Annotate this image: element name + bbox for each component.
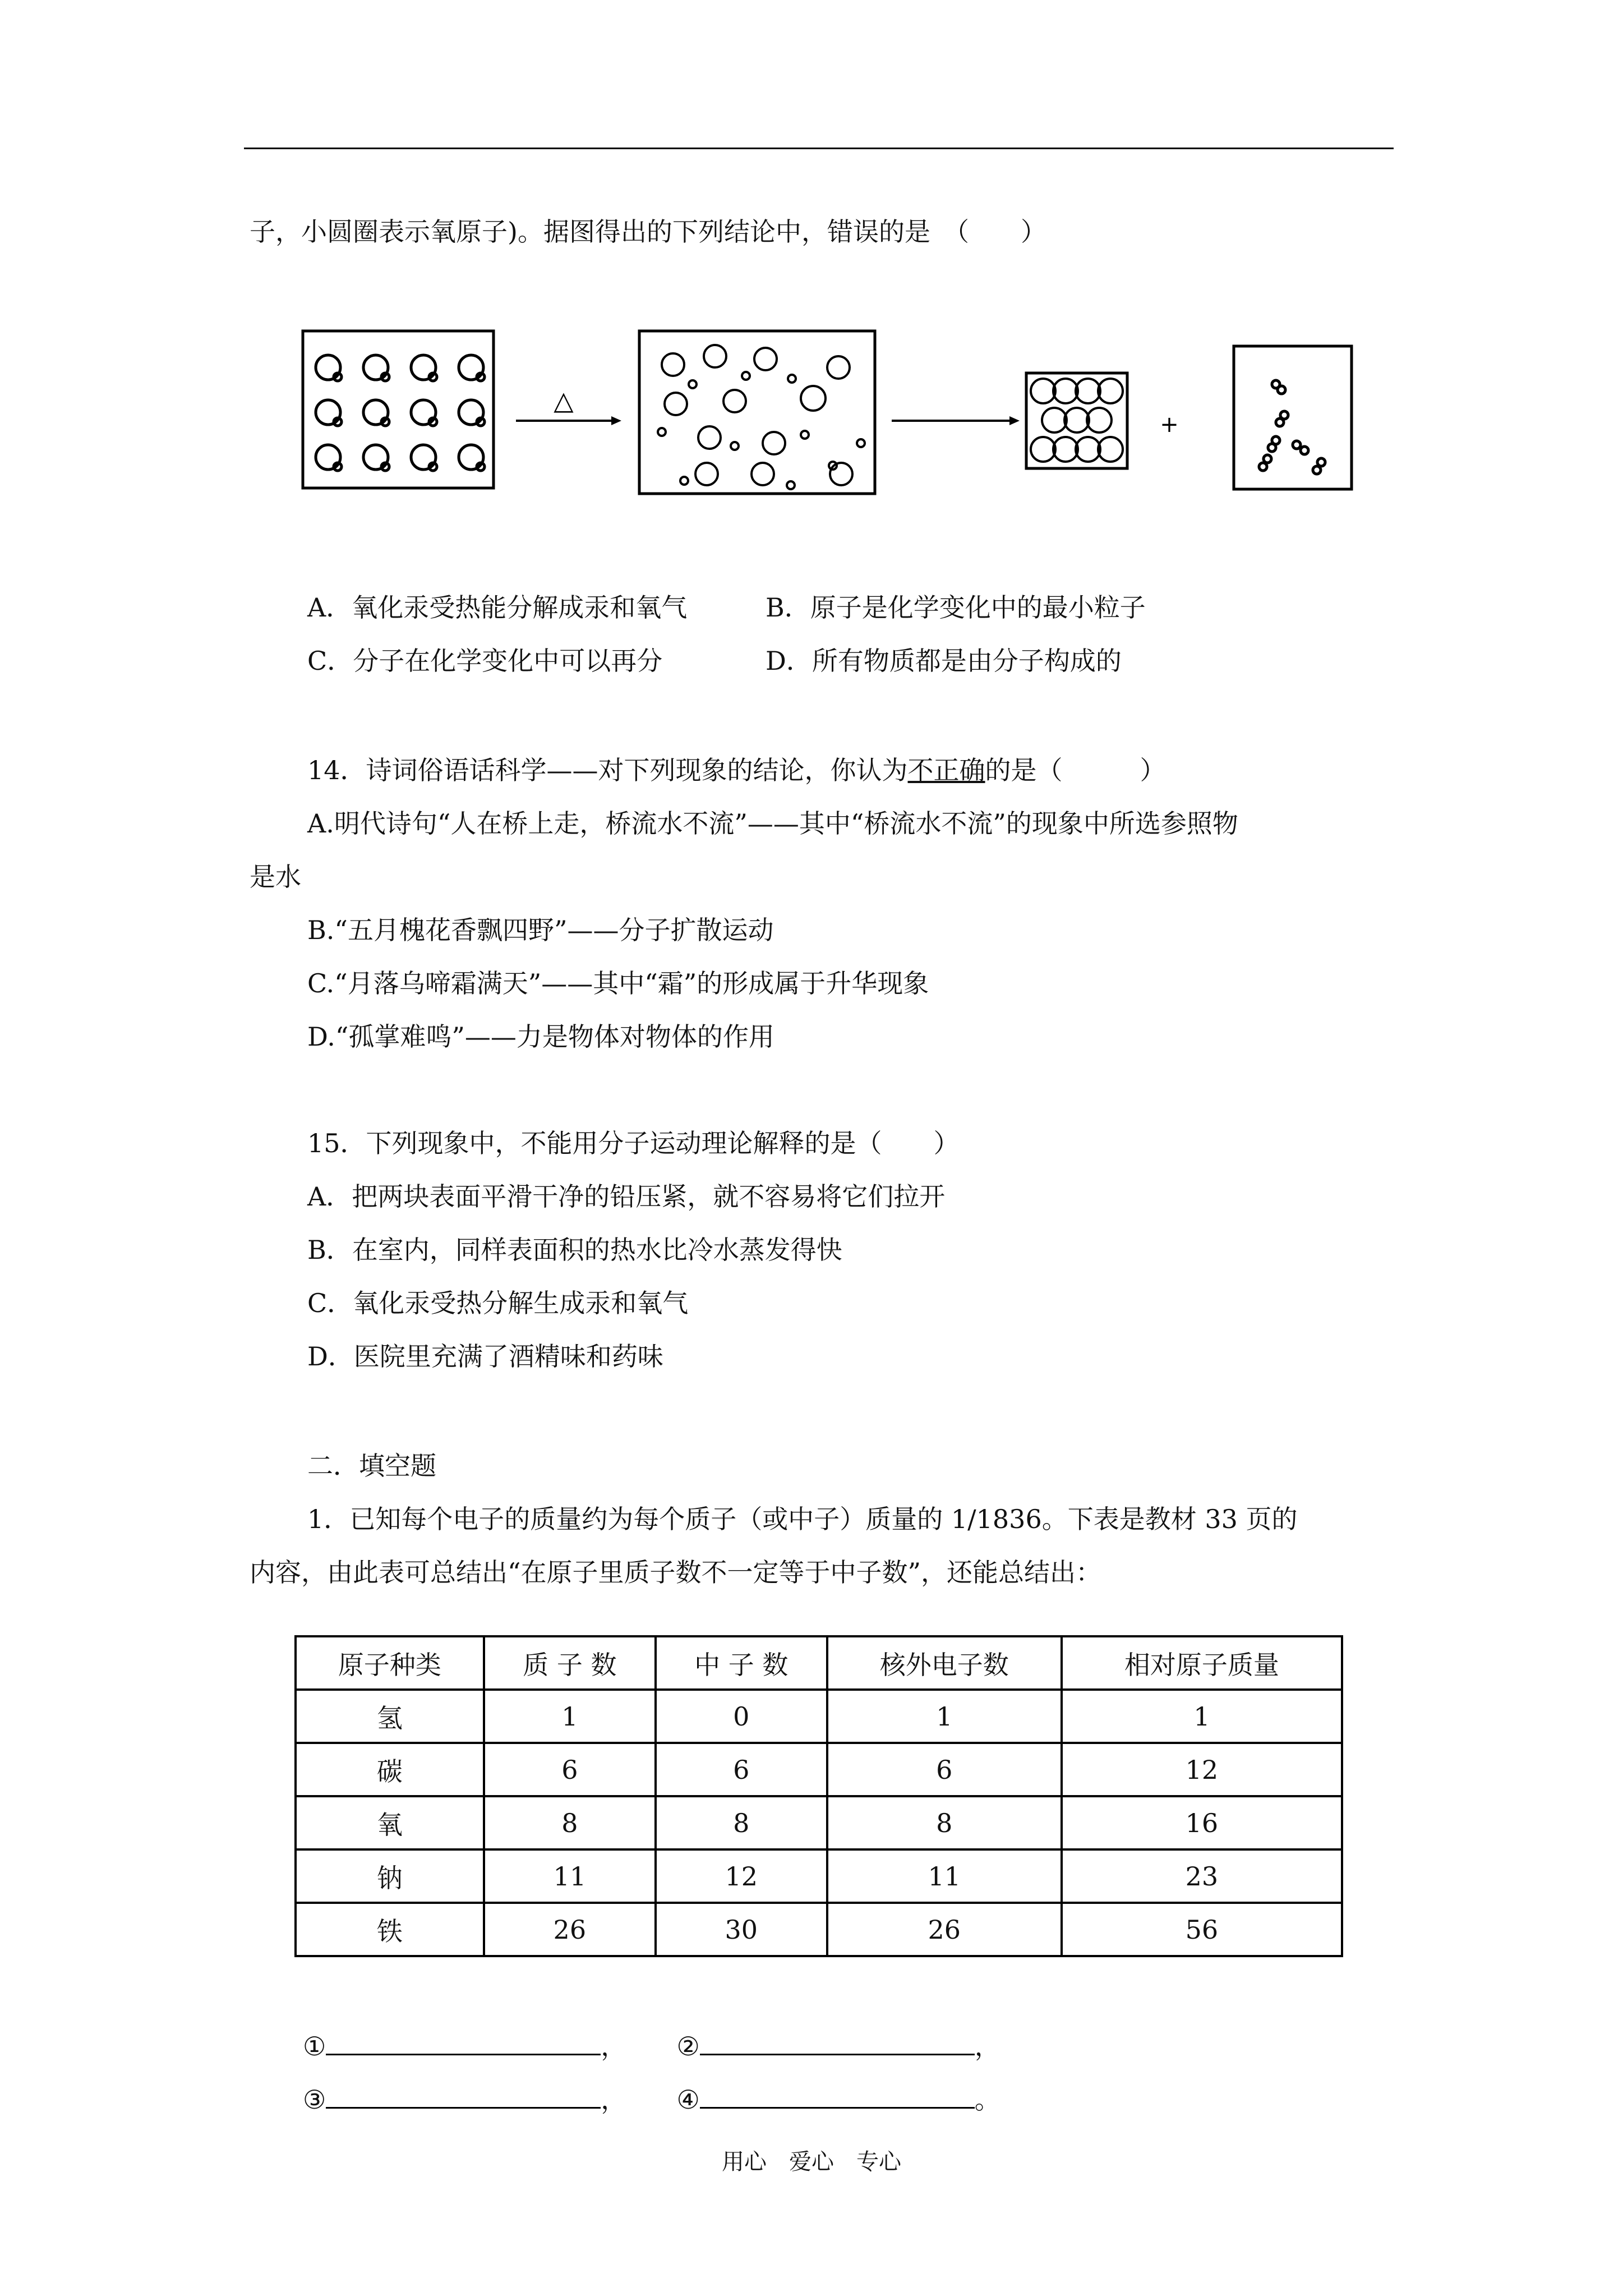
arrow-heat (516, 385, 621, 425)
q14-option-a-line1: A.明代诗句“人在桥上走，桥流水不流”——其中“桥流水不流”的现象中所选参照物 (307, 808, 1238, 839)
q14-stem-post: 的是（ ） (985, 755, 1166, 785)
mercury-atom (1087, 408, 1112, 432)
table-cell: 30 (656, 1903, 827, 1956)
answer-marker-1: ① (303, 2031, 326, 2062)
table-cell: 6 (827, 1743, 1062, 1796)
mercury-oxide-molecule (316, 355, 340, 380)
table-cell: 26 (827, 1903, 1062, 1956)
table-cell: 氧 (296, 1796, 484, 1849)
mercury-atom (1053, 379, 1078, 403)
mercury-atom (1031, 379, 1055, 403)
box-atoms (639, 331, 875, 494)
page-footer: 用心 爱心 专心 (722, 2149, 901, 2175)
answer-marker-2: ② (676, 2031, 700, 2062)
table-cell: 1 (827, 1690, 1062, 1743)
mercury-oxide-decomposition-diagram (280, 306, 1368, 519)
q13-option-a: A．氧化汞受热能分解成汞和氧气 (307, 592, 688, 623)
answer-blank-4[interactable] (700, 2085, 975, 2109)
mercury-oxide-molecule (459, 400, 483, 425)
plus-sign: + (1160, 412, 1179, 438)
mercury-oxide-molecule (316, 400, 340, 425)
table-cell: 0 (656, 1690, 827, 1743)
q15-stem: 15．下列现象中，不能用分子运动理论解释的是（ ） (307, 1128, 960, 1158)
q15-option-a: A．把两块表面平滑干净的铅压紧，就不容易将它们拉开 (307, 1181, 946, 1212)
answer-blank-2[interactable] (700, 2031, 975, 2055)
mercury-oxide-molecule (363, 445, 388, 470)
table-cell: 钠 (296, 1849, 484, 1903)
answer-line-2 (303, 2083, 1000, 2116)
q15-option-b: B．在室内，同样表面积的热水比冷水蒸发得快 (307, 1235, 842, 1265)
table-header-cell: 核外电子数 (827, 1636, 1062, 1690)
mercury-atom (1098, 437, 1123, 462)
table-row (296, 1903, 1342, 1956)
table-header-cell: 质 子 数 (484, 1636, 656, 1690)
q14-option-b: B.“五月槐花香飘四野”——分子扩散运动 (307, 915, 774, 945)
table-row (296, 1849, 1342, 1903)
arrow-reaction (892, 416, 1020, 425)
table-row (296, 1743, 1342, 1796)
answer-line-1 (303, 2030, 1000, 2063)
table-cell: 56 (1062, 1903, 1342, 1956)
table-header-cell: 相对原子质量 (1062, 1636, 1342, 1690)
header-rule (244, 148, 1394, 149)
mercury-oxide-molecule (363, 355, 388, 380)
q14-stem (307, 753, 1166, 787)
q13-option-c: C．分子在化学变化中可以再分 (307, 646, 663, 676)
q14-stem-underlined: 不正确 (907, 755, 985, 785)
mercury-atom (1064, 408, 1089, 432)
mercury-oxide-molecule (363, 400, 388, 425)
mercury-atom (1042, 408, 1067, 432)
heat-symbol: △ (554, 385, 574, 416)
box-mercury-oxide (303, 331, 494, 488)
mercury-atom (1053, 437, 1078, 462)
table-cell: 8 (656, 1796, 827, 1849)
answer-end: 。 (974, 2085, 1000, 2115)
table-cell: 23 (1062, 1849, 1342, 1903)
q14-option-a-line2: 是水 (250, 862, 301, 892)
oxygen-molecules (1259, 380, 1325, 474)
answer-marker-4: ④ (676, 2085, 700, 2115)
mercury-oxide-molecule (411, 400, 436, 425)
q13-stem-tail: 子，小圆圈表示氧原子)。据图得出的下列结论中，错误的是 （ ） (250, 217, 1046, 247)
table-cell: 氢 (296, 1690, 484, 1743)
mercury-atom (1098, 379, 1123, 403)
fill-q1-line1: 1．已知每个电子的质量约为每个质子（或中子）质量的 1/1836。下表是教材 33 页的 (307, 1504, 1298, 1534)
table-cell: 11 (484, 1849, 656, 1903)
q14-stem-pre: 14．诗词俗语话科学——对下列现象的结论，你认为 (307, 755, 908, 785)
mercury-oxide-molecules (316, 355, 485, 471)
table-cell: 6 (484, 1743, 656, 1796)
table-cell: 12 (656, 1849, 827, 1903)
mercury-oxide-molecule (411, 355, 436, 380)
mercury-atoms (1031, 379, 1123, 462)
table-header-row (296, 1636, 1342, 1690)
mercury-atom (1076, 437, 1100, 462)
table-cell: 8 (827, 1796, 1062, 1849)
q15-option-d: D．医院里充满了酒精味和药味 (307, 1341, 663, 1372)
answer-blank-3[interactable] (326, 2085, 601, 2109)
box-mercury-metal (1026, 373, 1127, 468)
table-cell: 1 (484, 1690, 656, 1743)
table-cell: 铁 (296, 1903, 484, 1956)
q13-option-b: B．原子是化学变化中的最小粒子 (766, 592, 1146, 623)
box-oxygen-gas (1234, 346, 1352, 489)
table-row (296, 1690, 1342, 1743)
q13-option-d: D．所有物质都是由分子构成的 (766, 646, 1122, 676)
table-cell: 12 (1062, 1743, 1342, 1796)
table-cell: 碳 (296, 1743, 484, 1796)
mercury-atom (1076, 379, 1100, 403)
answer-separator: ， (601, 2031, 627, 2062)
table-header-cell: 中 子 数 (656, 1636, 827, 1690)
q14-option-c: C.“月落乌啼霜满天”——其中“霜”的形成属于升华现象 (307, 968, 929, 999)
mercury-oxide-molecule (459, 355, 483, 380)
answer-separator: ， (601, 2085, 627, 2115)
section-heading: 二．填空题 (307, 1451, 436, 1481)
q15-option-c: C．氧化汞受热分解生成汞和氧气 (307, 1288, 689, 1318)
answer-marker-3: ③ (303, 2085, 326, 2115)
mercury-atom (1031, 437, 1055, 462)
table-cell: 16 (1062, 1796, 1342, 1849)
table-cell: 6 (656, 1743, 827, 1796)
table-cell: 1 (1062, 1690, 1342, 1743)
scattered-atoms (658, 345, 865, 489)
table-cell: 11 (827, 1849, 1062, 1903)
mercury-oxide-molecule (316, 445, 340, 470)
mercury-oxide-molecule (459, 445, 483, 470)
table-header-cell: 原子种类 (296, 1636, 484, 1690)
answer-blank-1[interactable] (326, 2031, 601, 2055)
atom-structure-table (294, 1635, 1343, 1957)
table-row (296, 1796, 1342, 1849)
mercury-oxide-molecule (411, 445, 436, 470)
fill-q1-line2: 内容，由此表可总结出“在原子里质子数不一定等于中子数”，还能总结出： (250, 1557, 1102, 1588)
answer-end: ， (974, 2031, 1000, 2062)
q14-option-d: D.“孤掌难鸣”——力是物体对物体的作用 (307, 1022, 774, 1052)
table-cell: 26 (484, 1903, 656, 1956)
table-cell: 8 (484, 1796, 656, 1849)
